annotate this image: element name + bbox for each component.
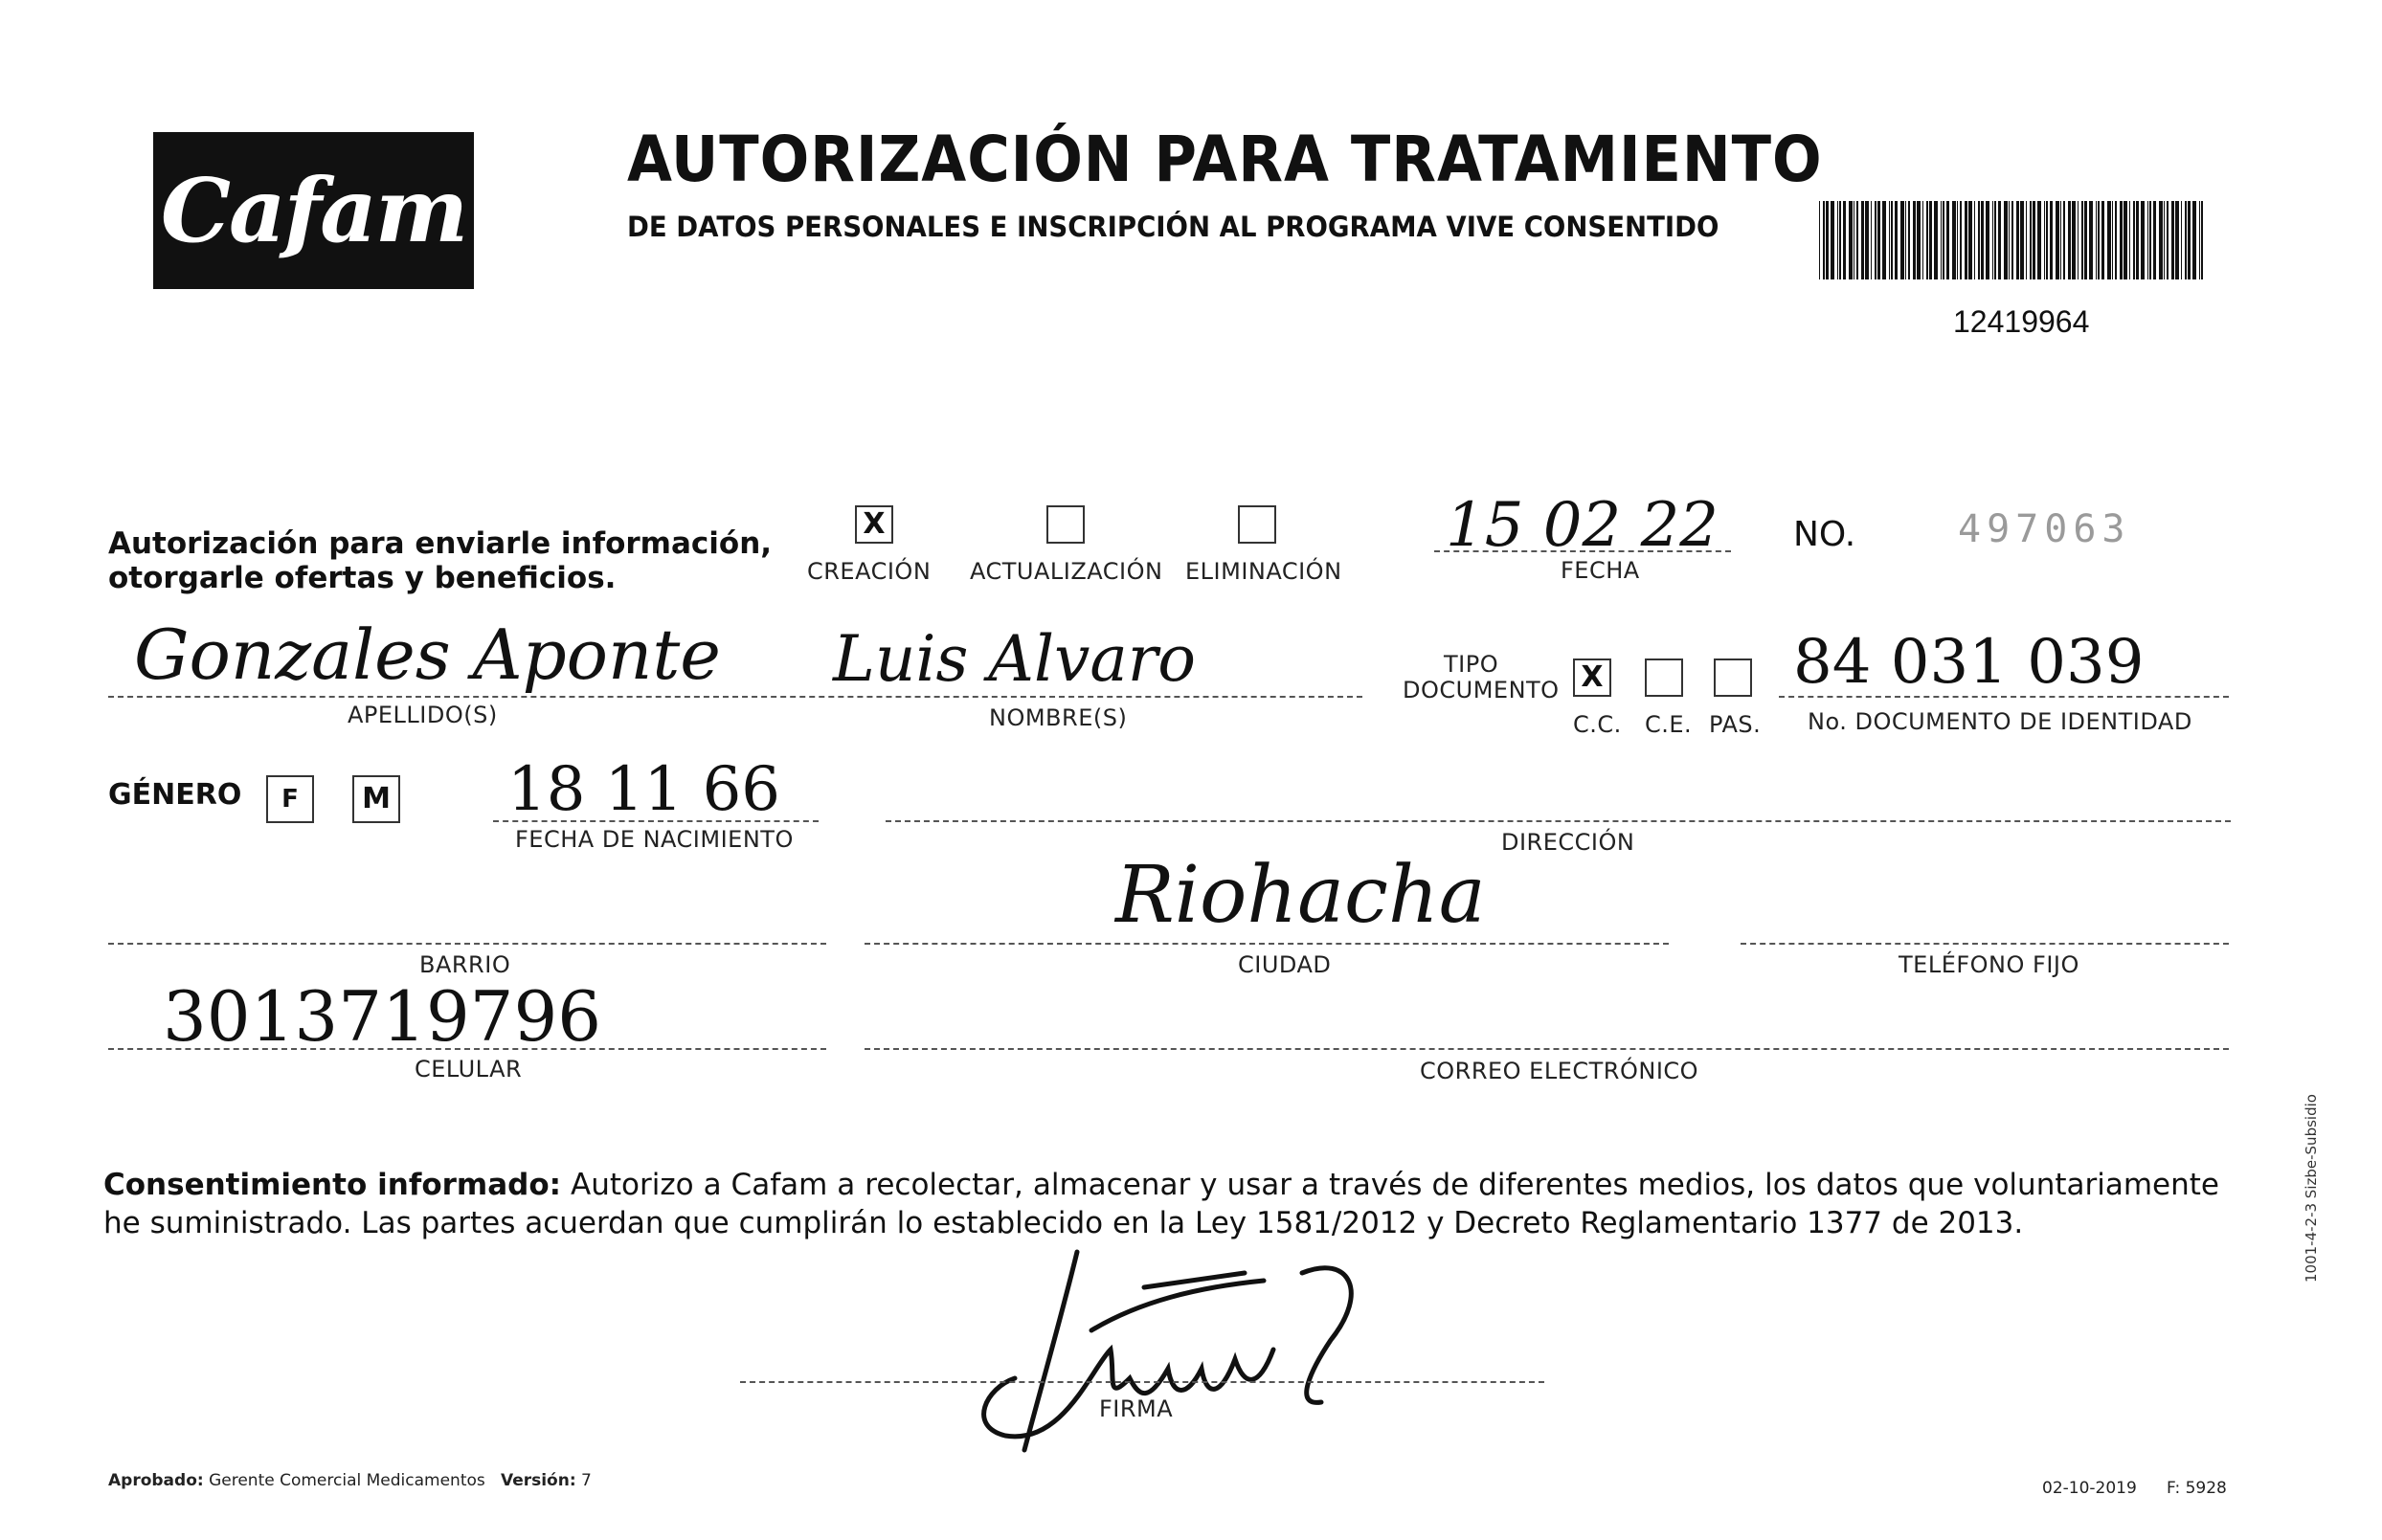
barcode-bar	[1978, 201, 1980, 279]
date-label: FECHA	[1561, 557, 1640, 584]
label-actualizacion: ACTUALIZACIÓN	[970, 558, 1163, 585]
barcode-bar	[1843, 201, 1846, 279]
consent-paragraph	[103, 1166, 2219, 1242]
barcode-bar	[2107, 201, 2111, 279]
address-line[interactable]	[886, 820, 2231, 822]
doc-number-value[interactable]: 84 031 039	[1793, 627, 2145, 698]
birth-line	[493, 820, 819, 822]
barcode-bar	[2056, 201, 2059, 279]
barcode-bar	[1900, 201, 1904, 279]
barcode-bar	[1922, 201, 1923, 279]
phone-line[interactable]	[1741, 943, 2229, 945]
barcode-bar	[2081, 201, 2083, 279]
barcode-bar	[2164, 201, 2165, 279]
barcode-bar	[2171, 201, 2174, 279]
barcode-bar	[2068, 201, 2071, 279]
barcode-bar	[1998, 201, 2001, 279]
city-value[interactable]: Riohacha	[1115, 850, 1486, 941]
barcode-bar	[2098, 201, 2100, 279]
surname-value[interactable]: Gonzales Aponte	[134, 614, 721, 695]
name-value[interactable]: Luis Alvaro	[833, 622, 1196, 696]
label-eliminacion: ELIMINACIÓN	[1185, 558, 1342, 585]
barcode-bar	[2004, 201, 2008, 279]
barcode-bar	[2011, 201, 2013, 279]
doc-number-label: No. DOCUMENTO DE IDENTIDAD	[1808, 708, 2192, 735]
barcode-bar	[2026, 201, 2027, 279]
barcode-bar	[1946, 201, 1949, 279]
barcode-bar	[2009, 201, 2010, 279]
address-label: DIRECCIÓN	[1501, 829, 1635, 856]
barcode-bar	[2050, 201, 2053, 279]
gender-m-label: M	[362, 782, 391, 815]
barcode-bar	[2133, 201, 2135, 279]
barcode-bar	[2115, 201, 2117, 279]
approved-label: Aprobado:	[108, 1471, 204, 1490]
barcode-bar	[2089, 201, 2093, 279]
barcode-bar	[1875, 201, 1876, 279]
date-line	[1434, 550, 1731, 552]
barcode-bar	[1849, 201, 1853, 279]
barcode-bar	[2044, 201, 2045, 279]
label-ce: C.E.	[1645, 711, 1693, 738]
no-value: 497063	[1958, 507, 2131, 551]
barcode-bar	[2033, 201, 2035, 279]
barcode-bar	[2192, 201, 2196, 279]
barcode-bar	[1839, 201, 1841, 279]
barcode-bar	[1819, 201, 1820, 279]
checkbox-ce[interactable]	[1645, 658, 1683, 697]
barcode-bar	[2185, 201, 2187, 279]
doc-type-label-2: DOCUMENTO	[1403, 677, 1560, 703]
barcode-bar	[2147, 201, 2148, 279]
surname-label: APELLIDO(S)	[348, 702, 498, 728]
barcode-bar	[2072, 201, 2076, 279]
approved-value: Gerente Comercial Medicamentos	[209, 1471, 485, 1490]
birth-value[interactable]: 18 11 66	[507, 754, 780, 825]
barcode-bar	[2101, 201, 2104, 279]
barcode-bar	[1981, 201, 1984, 279]
checkbox-pas[interactable]	[1714, 658, 1752, 697]
barcode-bar	[1831, 201, 1834, 279]
barcode	[1819, 201, 2207, 279]
consent-text: Autorizo a Cafam a recolectar, almacenar y usar a través de diferentes medios, los datos que voluntariamente he suministrado. Las partes acuerdan que cumplirán lo establecido en la Ley 1581/2012 y Decreto Reglamentario 1377 de 2013.	[103, 1168, 2219, 1240]
barrio-line[interactable]	[108, 943, 826, 945]
checkbox-creacion[interactable]: X	[855, 505, 893, 544]
barcode-bar	[1908, 201, 1910, 279]
date-code: 02-10-2019	[2042, 1479, 2137, 1498]
barcode-bar	[1994, 201, 1996, 279]
email-label: CORREO ELECTRÓNICO	[1420, 1058, 1699, 1084]
authorization-text-line2: otorgarle ofertas y beneficios.	[108, 561, 617, 595]
barcode-number: 12419964	[1953, 304, 2090, 339]
birth-label: FECHA DE NACIMIENTO	[515, 826, 794, 853]
side-code: 1001-4-2-3 Sizbe-Subsidio	[2303, 1094, 2320, 1283]
barcode-bar	[1926, 201, 1928, 279]
no-label: NO.	[1793, 515, 1856, 554]
doc-number-line	[1779, 696, 2229, 698]
phone-label: TELÉFONO FIJO	[1899, 951, 2079, 978]
barcode-bar	[1934, 201, 1938, 279]
barcode-bar	[1877, 201, 1880, 279]
authorization-text-line1: Autorización para enviarle información,	[108, 526, 773, 561]
barcode-bar	[1965, 201, 1967, 279]
consent-title: Consentimiento informado:	[103, 1168, 562, 1202]
barcode-bar	[2136, 201, 2139, 279]
label-cc: C.C.	[1573, 711, 1622, 738]
barcode-bar	[1960, 201, 1962, 279]
barcode-bar	[1913, 201, 1916, 279]
checkbox-gender-m[interactable]	[352, 775, 400, 823]
barcode-bar	[1856, 201, 1858, 279]
barcode-bar	[1905, 201, 1906, 279]
barcode-bar	[2016, 201, 2019, 279]
barcode-bar	[2037, 201, 2041, 279]
barcode-bar	[1871, 201, 1872, 279]
barcode-bar	[1891, 201, 1893, 279]
checkbox-gender-f[interactable]: F	[266, 775, 314, 823]
cafam-logo	[153, 132, 474, 289]
barcode-bar	[1957, 201, 1958, 279]
signature-label: FIRMA	[1099, 1395, 1174, 1422]
signature-scribble	[948, 1235, 1407, 1464]
barcode-bar	[1986, 201, 1989, 279]
name-label: NOMBRE(S)	[989, 704, 1128, 731]
approval-note	[108, 1471, 592, 1490]
checkbox-eliminacion[interactable]	[1238, 505, 1276, 544]
authorization-text	[108, 526, 772, 595]
barcode-bar	[1992, 201, 1993, 279]
city-label: CIUDAD	[1238, 951, 1332, 978]
barcode-bar	[2112, 201, 2113, 279]
barcode-bar	[2020, 201, 2024, 279]
barcode-bar	[1929, 201, 1932, 279]
barcode-bar	[2199, 201, 2200, 279]
barcode-bar	[2078, 201, 2079, 279]
barcode-bar	[2063, 201, 2065, 279]
barcode-bar	[2167, 201, 2169, 279]
barcode-bar	[1865, 201, 1869, 279]
barcode-bar	[1837, 201, 1838, 279]
label-pas: PAS.	[1709, 711, 1762, 738]
barcode-bar	[1889, 201, 1890, 279]
barcode-bar	[2060, 201, 2061, 279]
barcode-bar	[1968, 201, 1972, 279]
gender-label: GÉNERO	[108, 778, 242, 812]
form-title: AUTORIZACIÓN PARA TRATAMIENTO	[627, 123, 1823, 196]
checkbox-cc[interactable]: X	[1573, 658, 1611, 697]
mobile-value[interactable]: 3013719796	[163, 976, 602, 1057]
barcode-bar	[2120, 201, 2123, 279]
barcode-bar	[2159, 201, 2163, 279]
mobile-line	[108, 1048, 826, 1050]
label-creacion: CREACIÓN	[807, 558, 932, 585]
version-label: Versión:	[500, 1471, 576, 1490]
signature-line[interactable]	[740, 1381, 1544, 1383]
barcode-bar	[1895, 201, 1898, 279]
barcode-bar	[2096, 201, 2097, 279]
barcode-bar	[2141, 201, 2145, 279]
barcode-bar	[2084, 201, 2087, 279]
form-subtitle: DE DATOS PERSONALES E INSCRIPCIÓN AL PROGRAMA VIVE CONSENTIDO	[627, 211, 1719, 243]
barcode-bar	[1917, 201, 1921, 279]
mobile-label: CELULAR	[415, 1056, 523, 1082]
barcode-bar	[1974, 201, 1975, 279]
doc-type-label-1: TIPO	[1444, 651, 1499, 678]
barcode-bar	[1826, 201, 1829, 279]
email-line[interactable]	[865, 1048, 2229, 1050]
barcode-bar	[2175, 201, 2179, 279]
barcode-bar	[2046, 201, 2048, 279]
logo-text: Cafam	[160, 159, 467, 262]
surname-name-line	[108, 696, 1362, 698]
date-value: 15 02 22	[1446, 490, 1719, 561]
form-code: F: 5928	[2167, 1479, 2227, 1498]
city-line	[865, 943, 1669, 945]
checkbox-actualizacion[interactable]	[1046, 505, 1085, 544]
barrio-label: BARRIO	[419, 951, 511, 978]
barcode-bar	[2030, 201, 2032, 279]
barcode-bar	[1823, 201, 1825, 279]
barcode-bar	[1952, 201, 1956, 279]
barcode-bar	[1882, 201, 1886, 279]
barcode-bar	[2201, 201, 2203, 279]
barcode-bar	[2181, 201, 2182, 279]
barcode-bar	[2124, 201, 2127, 279]
version-value: 7	[581, 1471, 592, 1490]
barcode-bar	[2153, 201, 2156, 279]
barcode-bar	[1943, 201, 1944, 279]
barcode-bar	[2149, 201, 2151, 279]
barcode-bar	[2188, 201, 2191, 279]
barcode-bar	[2129, 201, 2130, 279]
barcode-bar	[1941, 201, 1942, 279]
barcode-bar	[1861, 201, 1864, 279]
